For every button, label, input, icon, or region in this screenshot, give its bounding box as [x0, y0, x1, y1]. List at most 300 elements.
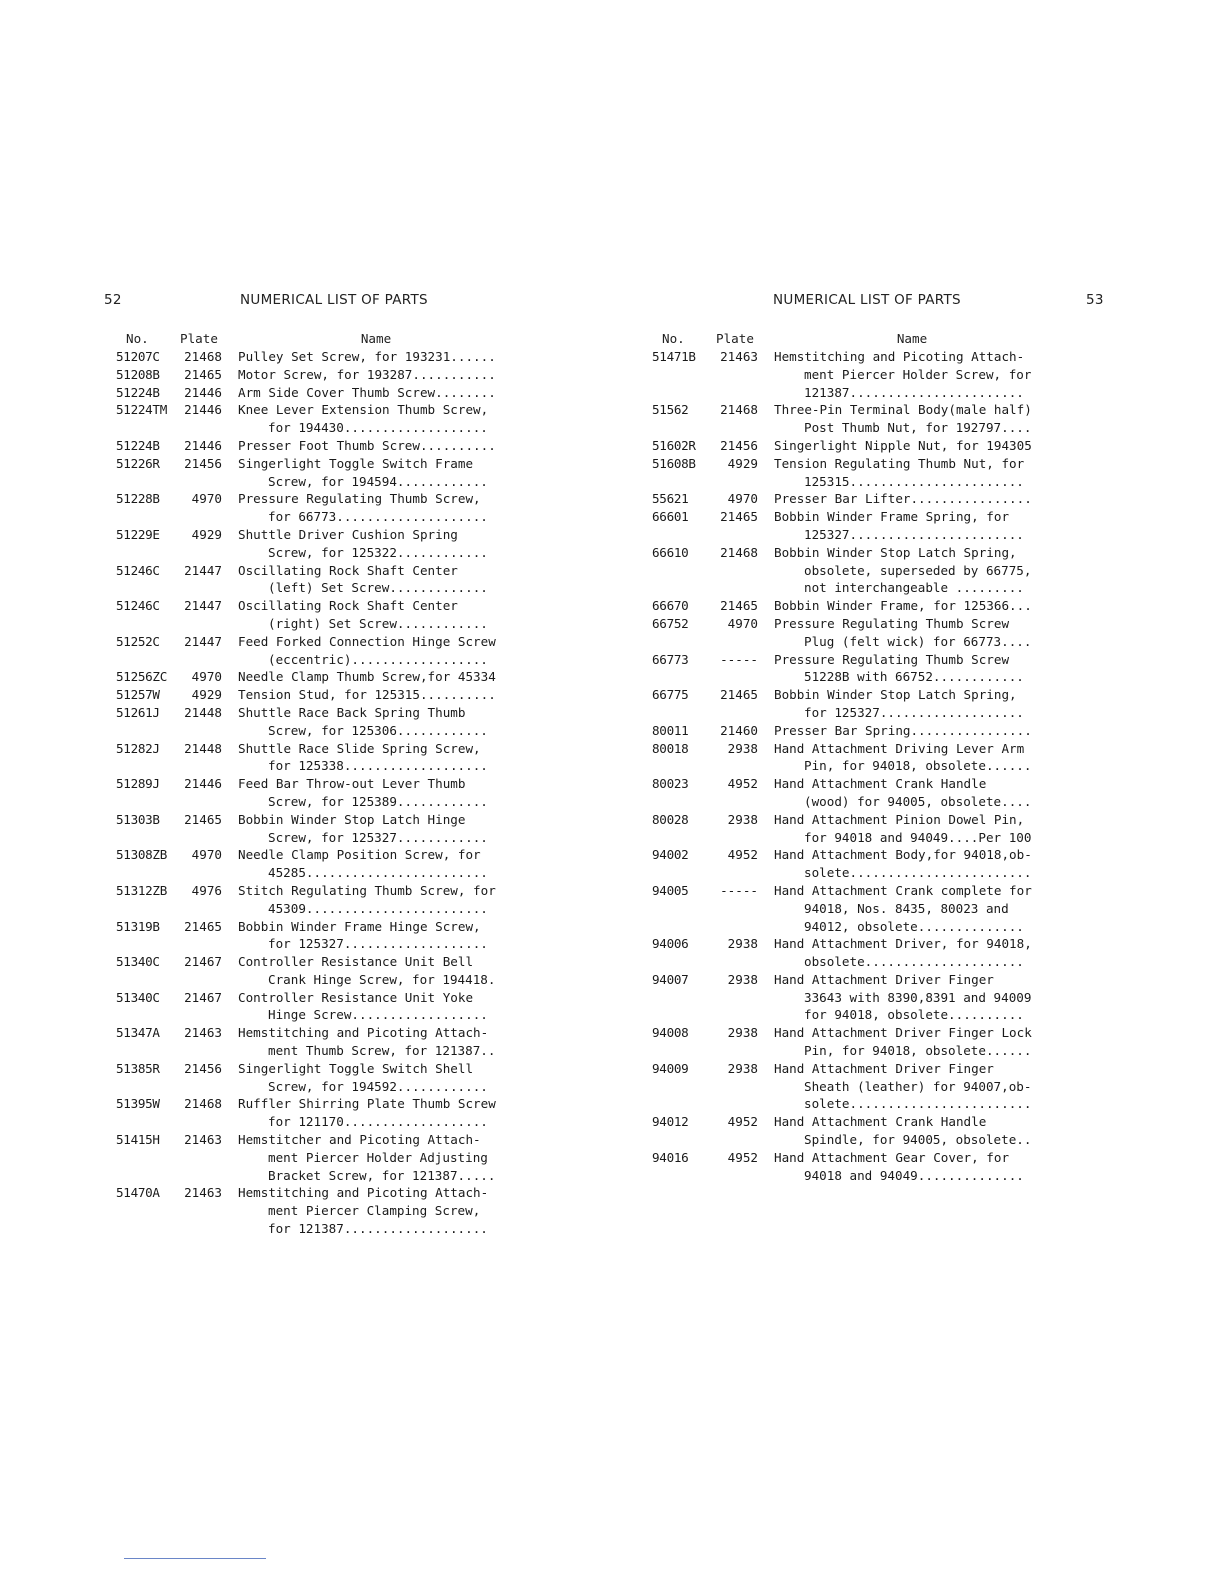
part-name-line: Tension Stud, for 125315.......... [238, 687, 496, 703]
part-name-line: Hand Attachment Crank Handle [774, 1114, 987, 1130]
part-name-line: Bobbin Winder Frame Hinge Screw, [238, 918, 481, 934]
part-name-line: Knee Lever Extension Thumb Screw, [238, 402, 489, 418]
part-row [640, 544, 1070, 597]
part-name-line: Bobbin Winder Frame, for 125366... [774, 598, 1032, 614]
part-number: 55621 [652, 491, 689, 507]
part-name-line: Hand Attachment Driving Lever Arm [774, 740, 1025, 756]
footer-rule [124, 1558, 266, 1559]
part-name-line: Presser Bar Spring................ [774, 722, 1032, 738]
plate-number: 21456 [720, 437, 758, 453]
part-name [238, 668, 534, 686]
part-name-line: Motor Screw, for 193287........... [238, 366, 496, 382]
part-row [104, 953, 534, 989]
part-number: 51319B [116, 918, 160, 934]
part-name [238, 740, 534, 776]
part-name [774, 935, 1070, 971]
part-name-line: Shuttle Race Slide Spring Screw, [238, 740, 481, 756]
part-name [238, 882, 534, 918]
plate-number: 4970 [727, 491, 758, 507]
plate-number: 2938 [727, 936, 758, 952]
part-name [774, 544, 1070, 597]
plate-number: 4952 [727, 776, 758, 792]
part-number: 94012 [652, 1114, 689, 1130]
part-name-line: Hand Attachment Crank Handle [774, 776, 987, 792]
plate-number: 21446 [184, 384, 222, 400]
part-number: 51562 [652, 402, 689, 418]
right-page-title: NUMERICAL LIST OF PARTS [773, 292, 961, 308]
part-name [774, 775, 1070, 811]
plate-number: 21463 [720, 349, 758, 364]
part-row [104, 384, 534, 402]
part-name [774, 437, 1070, 455]
part-row [640, 882, 1070, 935]
plate-number: 21463 [184, 1025, 222, 1041]
part-row [104, 455, 534, 491]
part-row [640, 775, 1070, 811]
part-name-line: Pressure Regulating Thumb Screw, [238, 491, 481, 507]
part-name [774, 1113, 1070, 1149]
part-number: 51246C [116, 598, 160, 614]
part-name-line: Hand Attachment Driver Finger Lock [774, 1025, 1032, 1041]
part-name-line: 94018, Nos. 8435, 80023 and [804, 900, 1009, 916]
part-number: 51224TM [116, 402, 167, 418]
part-number: 80028 [652, 811, 689, 827]
part-name [238, 1060, 534, 1096]
part-number: 51224B [116, 384, 160, 400]
part-name [238, 562, 534, 598]
part-name-line: Hand Attachment Driver Finger [774, 1060, 994, 1076]
plate-number: 21446 [184, 437, 222, 453]
part-row [640, 455, 1070, 491]
part-name-line: 94012, obsolete.............. [804, 918, 1024, 934]
part-number: 51395W [116, 1096, 160, 1112]
part-row [104, 704, 534, 740]
plate-number: 2938 [727, 811, 758, 827]
part-row [640, 686, 1070, 722]
part-name [238, 437, 534, 455]
part-number: 51226R [116, 455, 160, 471]
part-name [774, 490, 1070, 508]
part-number: 94007 [652, 971, 689, 987]
part-name-line: Bobbin Winder Stop Latch Spring, [774, 687, 1017, 703]
plate-number: ----- [720, 651, 758, 667]
part-number: 51256ZC [116, 669, 167, 685]
plate-number: 21465 [184, 811, 222, 827]
part-name [774, 722, 1070, 740]
part-name [774, 1024, 1070, 1060]
part-name [238, 1131, 534, 1184]
part-row [640, 1024, 1070, 1060]
part-name [238, 1024, 534, 1060]
left-parts-list [104, 330, 534, 1238]
part-number: 66601 [652, 509, 689, 525]
part-row [104, 401, 534, 437]
part-number: 66610 [652, 544, 689, 560]
column-header-no: No. [662, 331, 685, 346]
plate-number: 21468 [184, 1096, 222, 1112]
part-name-line: 121387....................... [804, 384, 1024, 400]
plate-number: 21465 [720, 687, 758, 703]
part-name-line: for 125327................... [268, 936, 488, 952]
part-name [238, 384, 534, 402]
part-name-line: Singerlight Toggle Switch Shell [238, 1060, 474, 1076]
part-row [104, 490, 534, 526]
part-row [104, 740, 534, 776]
part-name-line: not interchangeable ......... [804, 580, 1024, 596]
plate-number: 4970 [191, 847, 222, 863]
column-header-plate: Plate [716, 331, 754, 346]
left-column-headers [104, 330, 534, 348]
plate-number: 4970 [727, 615, 758, 631]
part-name [238, 989, 534, 1025]
part-name [238, 633, 534, 669]
part-name [238, 686, 534, 704]
part-name [238, 490, 534, 526]
part-number: 51340C [116, 954, 160, 970]
part-row [640, 1113, 1070, 1149]
part-name-line: for 94018, obsolete.......... [804, 1007, 1024, 1023]
part-number: 51347A [116, 1025, 160, 1041]
part-name-line: Screw, for 125322............ [268, 544, 488, 560]
part-number: 80011 [652, 722, 689, 738]
part-name-line: Screw, for 194592............ [268, 1078, 488, 1094]
part-name-line: 125327....................... [804, 526, 1024, 542]
part-row [640, 490, 1070, 508]
part-name-line: Presser Foot Thumb Screw.......... [238, 437, 496, 453]
part-name-line: Tension Regulating Thumb Nut, for [774, 455, 1025, 471]
part-row [104, 1060, 534, 1096]
part-name-line: Hinge Screw.................. [268, 1007, 488, 1023]
part-name [774, 508, 1070, 544]
part-name-line: Hemstitching and Picoting Attach- [238, 1025, 489, 1041]
plate-number: 21465 [720, 509, 758, 525]
part-name [238, 348, 534, 366]
plate-number: 21463 [184, 1132, 222, 1148]
part-number: 51208B [116, 366, 160, 382]
plate-number: 2938 [727, 1060, 758, 1076]
part-number: 51602R [652, 437, 696, 453]
part-name [774, 455, 1070, 491]
part-name [774, 811, 1070, 847]
part-number: 51312ZB [116, 882, 167, 898]
part-name-line: Spindle, for 94005, obsolete.. [804, 1132, 1032, 1148]
plate-number: 21446 [184, 776, 222, 792]
plate-number: 4976 [191, 882, 222, 898]
part-name-line: (eccentric).................. [268, 651, 488, 667]
part-number: 51229E [116, 526, 160, 542]
part-name-line: ment Piercer Holder Screw, for [804, 366, 1032, 382]
part-number: 66775 [652, 687, 689, 703]
part-number: 66670 [652, 598, 689, 614]
plate-number: 4952 [727, 1149, 758, 1165]
part-name-line: Pressure Regulating Thumb Screw [774, 615, 1010, 631]
part-name-line: Presser Bar Lifter................ [774, 491, 1032, 507]
plate-number: 21467 [184, 989, 222, 1005]
part-name-line: Hand Attachment Crank complete for [774, 882, 1032, 898]
part-name-line: Screw, for 125327............ [268, 829, 488, 845]
part-row [104, 526, 534, 562]
plate-number: 21468 [720, 544, 758, 560]
right-column-headers [640, 330, 1070, 348]
part-name [774, 615, 1070, 651]
column-header-plate: Plate [180, 331, 218, 346]
part-row [104, 348, 534, 366]
plate-number: 21468 [184, 349, 222, 364]
part-number: 51340C [116, 989, 160, 1005]
part-name [238, 366, 534, 384]
plate-number: 21447 [184, 598, 222, 614]
part-row [640, 811, 1070, 847]
part-name-line: 45285........................ [268, 865, 488, 881]
plate-number: 4929 [191, 687, 222, 703]
part-number: 51303B [116, 811, 160, 827]
part-number: 51207C [116, 349, 160, 364]
part-name-line: 45309........................ [268, 900, 488, 916]
part-name-line: Bobbin Winder Stop Latch Spring, [774, 544, 1017, 560]
part-name [238, 953, 534, 989]
part-name-line: Crank Hinge Screw, for 194418. [268, 971, 496, 987]
part-name-line: Hand Attachment Body,for 94018,ob- [774, 847, 1032, 863]
part-row [104, 1024, 534, 1060]
part-name [238, 455, 534, 491]
part-row [640, 597, 1070, 615]
part-row [640, 615, 1070, 651]
left-page-title: NUMERICAL LIST OF PARTS [240, 292, 428, 308]
part-name [238, 704, 534, 740]
part-number: 80023 [652, 776, 689, 792]
part-number: 51415H [116, 1132, 160, 1148]
part-row [104, 686, 534, 704]
part-number: 51252C [116, 633, 160, 649]
part-row [104, 1131, 534, 1184]
plate-number: 4970 [191, 491, 222, 507]
plate-number: 21447 [184, 562, 222, 578]
part-name [774, 1149, 1070, 1185]
part-name-line: ment Piercer Holder Adjusting [268, 1149, 488, 1165]
part-name-line: Oscillating Rock Shaft Center [238, 598, 458, 614]
part-name-line: obsolete, superseded by 66775, [804, 562, 1032, 578]
part-number: 66773 [652, 651, 689, 667]
part-name-line: Hand Attachment Pinion Dowel Pin, [774, 811, 1025, 827]
column-header-name: Name [896, 331, 928, 346]
plate-number: 21456 [184, 1060, 222, 1076]
part-name [238, 846, 534, 882]
part-number: 51224B [116, 437, 160, 453]
part-row [104, 597, 534, 633]
part-name-line: solete........................ [804, 1096, 1032, 1112]
plate-number: 4929 [727, 455, 758, 471]
part-row [104, 811, 534, 847]
part-name [774, 651, 1070, 687]
part-name-line: Screw, for 194594............ [268, 473, 488, 489]
part-name-line: Arm Side Cover Thumb Screw........ [238, 384, 496, 400]
part-row [640, 401, 1070, 437]
part-row [640, 348, 1070, 401]
part-number: 94006 [652, 936, 689, 952]
part-number: 51261J [116, 704, 160, 720]
part-name-line: for 121170................... [268, 1114, 488, 1130]
plate-number: 21465 [184, 918, 222, 934]
part-number: 51228B [116, 491, 160, 507]
part-name-line: Stitch Regulating Thumb Screw, for [238, 882, 496, 898]
part-name [774, 971, 1070, 1024]
part-name-line: Bobbin Winder Frame Spring, for [774, 509, 1010, 525]
left-rows [104, 348, 534, 1238]
part-name [774, 401, 1070, 437]
part-number: 94009 [652, 1060, 689, 1076]
part-name [238, 1184, 534, 1237]
part-name-line: ment Piercer Clamping Screw, [268, 1203, 481, 1219]
plate-number: 21465 [184, 366, 222, 382]
column-header-name: Name [360, 331, 392, 346]
part-name [238, 1095, 534, 1131]
right-page-number: 53 [1086, 292, 1104, 308]
part-name-line: for 94018 and 94049....Per 100 [804, 829, 1032, 845]
part-row [104, 562, 534, 598]
part-name-line: Feed Forked Connection Hinge Screw [238, 633, 496, 649]
part-row [640, 1149, 1070, 1185]
part-row [104, 668, 534, 686]
plate-number: ----- [720, 882, 758, 898]
part-name-line: 125315....................... [804, 473, 1024, 489]
part-name-line: Hemstitching and Picoting Attach- [238, 1185, 489, 1201]
plate-number: 21468 [720, 402, 758, 418]
part-number: 51246C [116, 562, 160, 578]
part-name-line: Singerlight Toggle Switch Frame [238, 455, 474, 471]
plate-number: 21463 [184, 1185, 222, 1201]
part-row [640, 846, 1070, 882]
part-name-line: Hemstitching and Picoting Attach- [774, 349, 1025, 364]
part-row [104, 437, 534, 455]
part-name-line: Bobbin Winder Stop Latch Hinge [238, 811, 466, 827]
column-header-no: No. [126, 331, 149, 346]
part-name-line: Pulley Set Screw, for 193231...... [238, 349, 496, 364]
part-row [640, 1060, 1070, 1113]
plate-number: 21467 [184, 954, 222, 970]
part-name [238, 401, 534, 437]
part-name-line: Shuttle Driver Cushion Spring [238, 526, 458, 542]
part-name [238, 775, 534, 811]
part-number: 94002 [652, 847, 689, 863]
plate-number: 21448 [184, 704, 222, 720]
plate-number: 2938 [727, 1025, 758, 1041]
plate-number: 2938 [727, 740, 758, 756]
part-row [104, 366, 534, 384]
part-name [238, 918, 534, 954]
part-name-line: Needle Clamp Position Screw, for [238, 847, 481, 863]
part-number: 80018 [652, 740, 689, 756]
part-number: 51308ZB [116, 847, 167, 863]
part-name-line: Feed Bar Throw-out Lever Thumb [238, 776, 466, 792]
part-name-line: Screw, for 125389............ [268, 793, 488, 809]
part-name-line: (wood) for 94005, obsolete.... [804, 793, 1032, 809]
part-number: 94005 [652, 882, 689, 898]
part-number: 51470A [116, 1185, 160, 1201]
part-name-line: Hand Attachment Driver Finger [774, 971, 994, 987]
part-name-line: for 121387................... [268, 1221, 488, 1237]
part-name-line: 51228B with 66752............ [804, 669, 1024, 685]
part-name-line: (right) Set Screw............ [268, 615, 488, 631]
part-name-line: for 66773.................... [268, 509, 488, 525]
part-name-line: Pressure Regulating Thumb Screw [774, 651, 1010, 667]
part-row [640, 740, 1070, 776]
part-name-line: Screw, for 125306............ [268, 722, 488, 738]
part-row [640, 935, 1070, 971]
part-row [640, 971, 1070, 1024]
plate-number: 4970 [191, 669, 222, 685]
part-name [238, 597, 534, 633]
part-number: 94016 [652, 1149, 689, 1165]
part-name-line: Singerlight Nipple Nut, for 194305 [774, 437, 1032, 453]
part-name-line: solete........................ [804, 865, 1032, 881]
part-name-line: Post Thumb Nut, for 192797.... [804, 420, 1032, 436]
part-name-line: Sheath (leather) for 94007,ob- [804, 1078, 1032, 1094]
plate-number: 21456 [184, 455, 222, 471]
part-name-line: Bracket Screw, for 121387..... [268, 1167, 496, 1183]
part-name-line: Hand Attachment Gear Cover, for [774, 1149, 1010, 1165]
part-name-line: 33643 with 8390,8391 and 94009 [804, 989, 1032, 1005]
plate-number: 21447 [184, 633, 222, 649]
part-name [238, 811, 534, 847]
part-row [104, 989, 534, 1025]
part-row [104, 846, 534, 882]
part-row [640, 722, 1070, 740]
plate-number: 4952 [727, 1114, 758, 1130]
plate-number: 21448 [184, 740, 222, 756]
part-row [104, 918, 534, 954]
part-name [238, 526, 534, 562]
part-name [774, 846, 1070, 882]
part-name-line: 94018 and 94049.............. [804, 1167, 1024, 1183]
part-name-line: obsolete..................... [804, 954, 1024, 970]
part-name-line: Needle Clamp Thumb Screw,for 45334 [238, 669, 496, 685]
part-row [104, 775, 534, 811]
part-name-line: Hand Attachment Driver, for 94018, [774, 936, 1032, 952]
part-name-line: Hemstitcher and Picoting Attach- [238, 1132, 481, 1148]
part-number: 51289J [116, 776, 160, 792]
part-name-line: (left) Set Screw............. [268, 580, 488, 596]
part-name-line: Oscillating Rock Shaft Center [238, 562, 458, 578]
part-name-line: Plug (felt wick) for 66773.... [804, 633, 1032, 649]
part-name [774, 686, 1070, 722]
part-row [640, 508, 1070, 544]
part-name [774, 882, 1070, 935]
part-name-line: Ruffler Shirring Plate Thumb Screw [238, 1096, 496, 1112]
part-name [774, 1060, 1070, 1113]
part-name-line: Three-Pin Terminal Body(male half) [774, 402, 1032, 418]
part-name [774, 740, 1070, 776]
part-name-line: for 125327................... [804, 704, 1024, 720]
part-name-line: for 194430................... [268, 420, 488, 436]
part-number: 51385R [116, 1060, 160, 1076]
part-name-line: Controller Resistance Unit Bell [238, 954, 474, 970]
part-name-line: Pin, for 94018, obsolete...... [804, 1043, 1032, 1059]
part-number: 94008 [652, 1025, 689, 1041]
right-rows [640, 348, 1070, 1184]
left-page-number: 52 [104, 292, 122, 308]
part-name-line: Shuttle Race Back Spring Thumb [238, 704, 466, 720]
plate-number: 21460 [720, 722, 758, 738]
plate-number: 2938 [727, 971, 758, 987]
plate-number: 21465 [720, 598, 758, 614]
part-name-line: Controller Resistance Unit Yoke [238, 989, 474, 1005]
plate-number: 4952 [727, 847, 758, 863]
part-name [774, 597, 1070, 615]
right-parts-list [640, 330, 1070, 1184]
part-name [774, 348, 1070, 401]
part-row [104, 882, 534, 918]
part-row [104, 1095, 534, 1131]
